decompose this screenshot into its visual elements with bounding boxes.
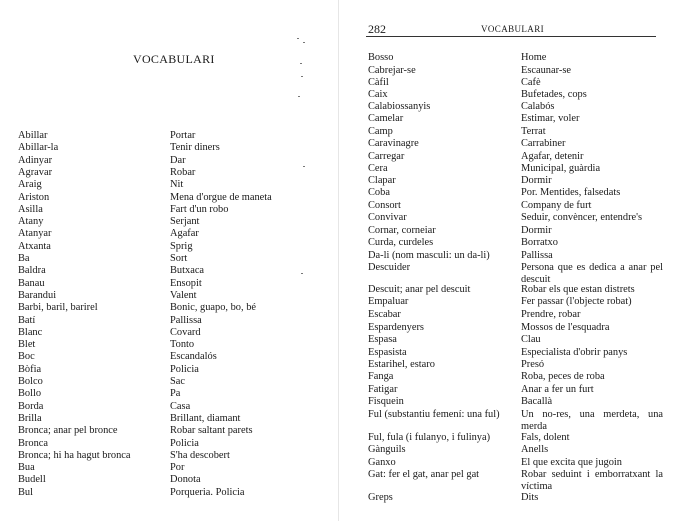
vocab-definition: Sac bbox=[170, 376, 186, 387]
running-head: VOCABULARI bbox=[481, 24, 545, 34]
vocab-definition: Cafè bbox=[521, 77, 541, 88]
vocab-term: Fanga bbox=[368, 371, 394, 382]
vocab-term: Greps bbox=[368, 492, 393, 503]
vocab-definition: Por. Mentides, falsedats bbox=[521, 187, 621, 198]
vocab-definition: Brillant, diamant bbox=[170, 413, 241, 424]
vocab-term: Ariston bbox=[18, 192, 50, 203]
vocab-definition: Bufetades, cops bbox=[521, 89, 587, 100]
page-title: VOCABULARI bbox=[133, 52, 215, 66]
vocab-term: Ganxo bbox=[368, 457, 396, 468]
speck bbox=[301, 76, 303, 77]
vocab-definition: Company de furt bbox=[521, 200, 592, 211]
vocab-definition: Ensopit bbox=[170, 278, 202, 289]
vocab-term: Atxanta bbox=[18, 241, 51, 252]
vocab-definition: Escandalós bbox=[170, 351, 217, 362]
vocab-definition: Valent bbox=[170, 290, 197, 301]
vocab-definition: Mossos de l'esquadra bbox=[521, 322, 610, 333]
vocab-term: Budell bbox=[18, 474, 46, 485]
vocab-definition: Pallissa bbox=[521, 250, 553, 261]
vocab-term: Empaluar bbox=[368, 296, 409, 307]
vocab-term: Bua bbox=[18, 462, 35, 473]
vocab-definition: Robar saltant parets bbox=[170, 425, 253, 436]
vocab-definition: Carrabiner bbox=[521, 138, 566, 149]
vocab-term: Abillar bbox=[18, 130, 48, 141]
vocab-definition: Borratxo bbox=[521, 237, 558, 248]
vocab-term: Ba bbox=[18, 253, 30, 264]
vocab-term: Ful, fula (i fulanyo, i fulinya) bbox=[368, 432, 491, 443]
vocab-definition: Policia bbox=[170, 364, 199, 375]
vocab-term: Gànguils bbox=[368, 444, 406, 455]
vocab-term: Escabar bbox=[368, 309, 401, 320]
vocab-term: Bul bbox=[18, 487, 34, 498]
vocab-term: Carregar bbox=[368, 151, 405, 162]
vocab-term: Batí bbox=[18, 315, 36, 326]
vocab-term: Coba bbox=[368, 187, 390, 198]
vocab-term: Fisquein bbox=[368, 396, 404, 407]
speck bbox=[301, 273, 303, 274]
vocab-definition: Serjant bbox=[170, 216, 200, 227]
vocab-term: Bronca; anar pel bronce bbox=[18, 425, 118, 436]
vocab-definition: S'ha descobert bbox=[170, 450, 230, 461]
vocab-definition: Porqueria. Policia bbox=[170, 487, 245, 498]
vocab-definition: Portar bbox=[170, 130, 196, 141]
vocab-definition: Fals, dolent bbox=[521, 432, 570, 443]
vocab-definition: Mena d'orgue de maneta bbox=[170, 192, 272, 203]
vocab-definition: Robar els que estan distrets bbox=[521, 284, 635, 295]
vocab-term: Bronca; hi ha hagut bronca bbox=[18, 450, 131, 461]
vocab-term: Bronca bbox=[18, 438, 49, 449]
vocab-term: Agravar bbox=[18, 167, 53, 178]
vocab-definition: Por bbox=[170, 462, 185, 473]
vocab-definition: Un no-res, una merdeta, una merda bbox=[521, 409, 663, 432]
vocab-definition: El que excita que jugoin bbox=[521, 457, 622, 468]
vocab-term: Abillar-la bbox=[18, 142, 59, 153]
vocab-term: Càfil bbox=[368, 77, 389, 88]
page-number: 282 bbox=[368, 22, 386, 36]
vocab-term: Atanyar bbox=[18, 228, 52, 239]
vocab-definition: Robar seduint i emborratxant la víctima bbox=[521, 469, 663, 492]
vocab-term: Atany bbox=[18, 216, 44, 227]
vocab-definition: Dormir bbox=[521, 225, 552, 236]
vocab-definition: Casa bbox=[170, 401, 191, 412]
vocab-term: Espasista bbox=[368, 347, 407, 358]
vocab-term: Cabrejar-se bbox=[368, 65, 416, 76]
vocab-term: Barandui bbox=[18, 290, 57, 301]
vocab-term: Espardenyers bbox=[368, 322, 424, 333]
vocab-term: Blanc bbox=[18, 327, 43, 338]
vocab-term: Camp bbox=[368, 126, 393, 137]
vocab-definition: Terrat bbox=[521, 126, 546, 137]
speck bbox=[297, 38, 299, 39]
vocab-term: Adinyar bbox=[18, 155, 53, 166]
vocab-term: Caravinagre bbox=[368, 138, 419, 149]
vocab-definition: Persona que es dedica a anar pel descuit bbox=[521, 262, 663, 285]
vocab-term: Estarihel, estaro bbox=[368, 359, 435, 370]
vocab-definition: Estimar, voler bbox=[521, 113, 580, 124]
vocab-term: Descuit; anar pel descuit bbox=[368, 284, 471, 295]
vocab-term: Caix bbox=[368, 89, 388, 100]
vocab-definition: Donota bbox=[170, 474, 201, 485]
vocab-term: Convivar bbox=[368, 212, 407, 223]
vocab-term: Cornar, corneiar bbox=[368, 225, 436, 236]
vocab-term: Baldra bbox=[18, 265, 46, 276]
vocab-term: Fatigar bbox=[368, 384, 398, 395]
vocab-definition: Agafar, detenir bbox=[521, 151, 584, 162]
vocab-definition: Bacallà bbox=[521, 396, 553, 407]
vocab-definition: Pa bbox=[170, 388, 181, 399]
vocab-definition: Calabós bbox=[521, 101, 555, 112]
vocab-definition: Sort bbox=[170, 253, 188, 264]
vocab-definition: Robar bbox=[170, 167, 196, 178]
header-rule bbox=[366, 36, 656, 37]
vocab-term: Bòfia bbox=[18, 364, 42, 375]
vocab-definition: Municipal, guàrdia bbox=[521, 163, 601, 174]
vocab-definition: Dormir bbox=[521, 175, 552, 186]
vocab-term: Bolco bbox=[18, 376, 43, 387]
speck bbox=[298, 96, 300, 97]
vocab-term: Curda, curdeles bbox=[368, 237, 434, 248]
vocab-term: Bosso bbox=[368, 52, 394, 63]
vocab-term: Borda bbox=[18, 401, 44, 412]
vocab-definition: Clau bbox=[521, 334, 541, 345]
vocab-term: Brilla bbox=[18, 413, 42, 424]
vocab-definition: Butxaca bbox=[170, 265, 205, 276]
vocab-definition: Agafar bbox=[170, 228, 199, 239]
vocab-term: Consort bbox=[368, 200, 401, 211]
vocab-term: Descuider bbox=[368, 262, 411, 273]
speck bbox=[303, 42, 305, 43]
vocab-definition: Escaunar-se bbox=[521, 65, 571, 76]
vocab-term: Calabiossanyis bbox=[368, 101, 431, 112]
vocab-definition: Nit bbox=[170, 179, 184, 190]
vocab-definition: Presó bbox=[521, 359, 545, 370]
vocab-definition: Dits bbox=[521, 492, 539, 503]
vocab-term: Ful (substantiu femení: una ful) bbox=[368, 409, 500, 420]
vocab-term: Camelar bbox=[368, 113, 404, 124]
vocab-definition: Seduir, convèncer, entendre's bbox=[521, 212, 643, 223]
vocab-term: Da-li (nom masculi: un da-li) bbox=[368, 250, 490, 261]
vocab-definition: Dar bbox=[170, 155, 186, 166]
vocab-definition: Fer passar (l'objecte robat) bbox=[521, 296, 632, 307]
vocab-term: Gat: fer el gat, anar pel gat bbox=[368, 469, 480, 480]
vocab-definition: Home bbox=[521, 52, 547, 63]
vocab-term: Banau bbox=[18, 278, 45, 289]
vocab-definition: Especialista d'obrir panys bbox=[521, 347, 628, 358]
speck bbox=[303, 166, 305, 167]
vocab-definition: Tonto bbox=[170, 339, 195, 350]
vocab-definition: Bonic, guapo, bo, bé bbox=[170, 302, 256, 313]
vocab-definition: Anar a fer un furt bbox=[521, 384, 594, 395]
vocab-definition: Prendre, robar bbox=[521, 309, 581, 320]
vocab-term: Barbi, baril, barirel bbox=[18, 302, 98, 313]
vocab-definition: Roba, peces de roba bbox=[521, 371, 605, 382]
vocab-definition: Pallissa bbox=[170, 315, 202, 326]
vocab-term: Boc bbox=[18, 351, 35, 362]
vocab-definition: Tenir diners bbox=[170, 142, 220, 153]
vocab-term: Cera bbox=[368, 163, 388, 174]
vocab-definition: Fart d'un robo bbox=[170, 204, 229, 215]
vocab-term: Asilla bbox=[18, 204, 43, 215]
vocab-definition: Policia bbox=[170, 438, 199, 449]
vocab-term: Clapar bbox=[368, 175, 396, 186]
vocab-term: Blet bbox=[18, 339, 36, 350]
vocab-term: Bollo bbox=[18, 388, 42, 399]
vocab-definition: Covard bbox=[170, 327, 201, 338]
vocab-definition: Anells bbox=[521, 444, 549, 455]
speck bbox=[300, 63, 302, 64]
vocab-term: Espasa bbox=[368, 334, 397, 345]
vocab-definition: Sprig bbox=[170, 241, 193, 252]
vocab-term: Araig bbox=[18, 179, 42, 190]
